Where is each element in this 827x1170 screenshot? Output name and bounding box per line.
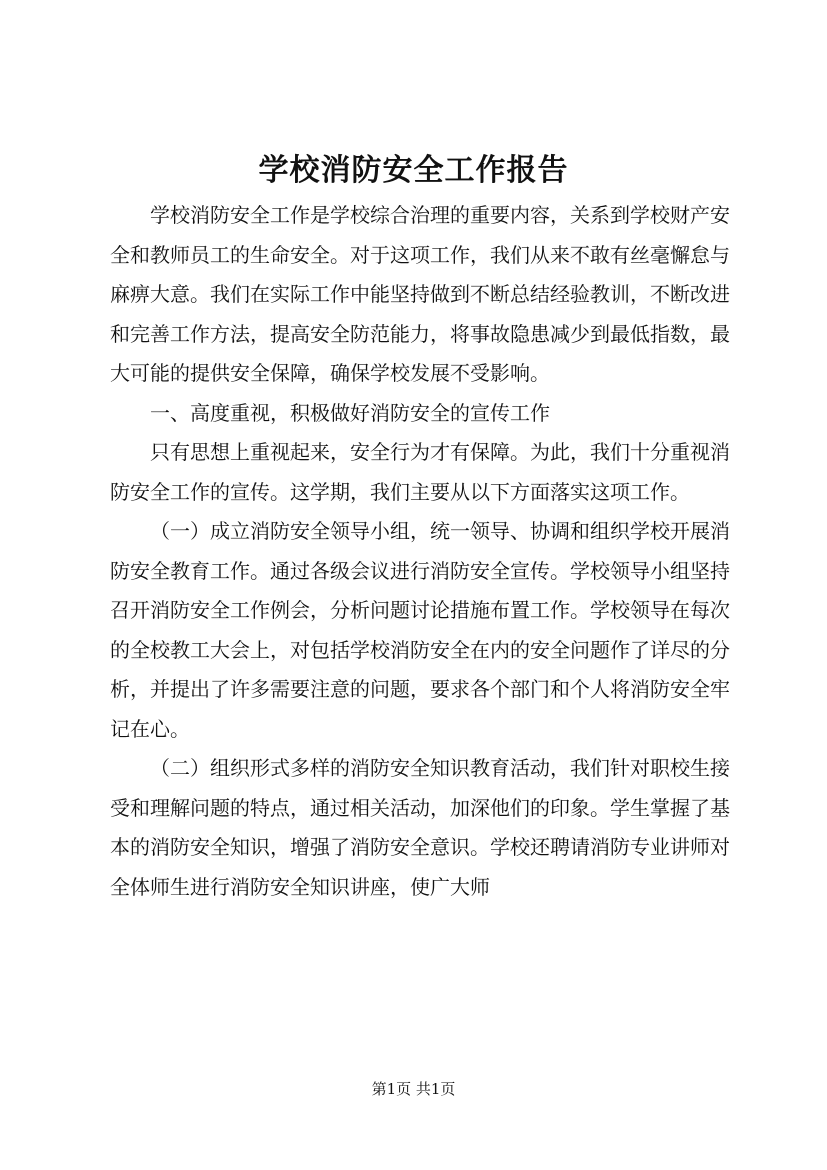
- paragraph-subsection-1: （一）成立消防安全领导小组，统一领导、协调和组织学校开展消防安全教育工作。通过各级会议进行消防安全宣传。学校领导小组坚持召开消防安全工作例会，分析问题讨论措施布置工作。学校领导在每次的全校教工大会上，对包括学校消防安全在内的安全问题作了详尽的分析，并提出了许多需要注意的问题，要求各个部门和个人将消防安全牢记在心。: [110, 519, 730, 741]
- section-heading-1: 一、高度重视，积极做好消防安全的宣传工作: [150, 400, 550, 425]
- paragraph-subsection-2: （二）组织形式多样的消防安全知识教育活动，我们针对职校生接受和理解问题的特点，通过相关活动，加深他们的印象。学生掌握了基本的消防安全知识，增强了消防安全意识。学校还聘请消防专业讲师对全体师生进行消防安全知识讲座，使广大师: [110, 756, 730, 899]
- paragraph-intro: 学校消防安全工作是学校综合治理的重要内容，关系到学校财产安全和教师员工的生命安全。对于这项工作，我们从来不敢有丝毫懈怠与麻痹大意。我们在实际工作中能坚持做到不断总结经验教训，不断改进和完善工作方法，提高安全防范能力，将事故隐患减少到最低指数，最大可能的提供安全保障，确保学校发展不受影响。: [110, 203, 730, 385]
- document-title: 学校消防安全工作报告: [258, 153, 569, 188]
- paragraph-section-1: 只有思想上重视起来，安全行为才有保障。为此，我们十分重视消防安全工作的宣传。这学期，我们主要从以下方面落实这项工作。: [110, 440, 730, 504]
- page-footer: 第1页 共1页: [371, 1080, 456, 1098]
- document-body: [110, 196, 730, 907]
